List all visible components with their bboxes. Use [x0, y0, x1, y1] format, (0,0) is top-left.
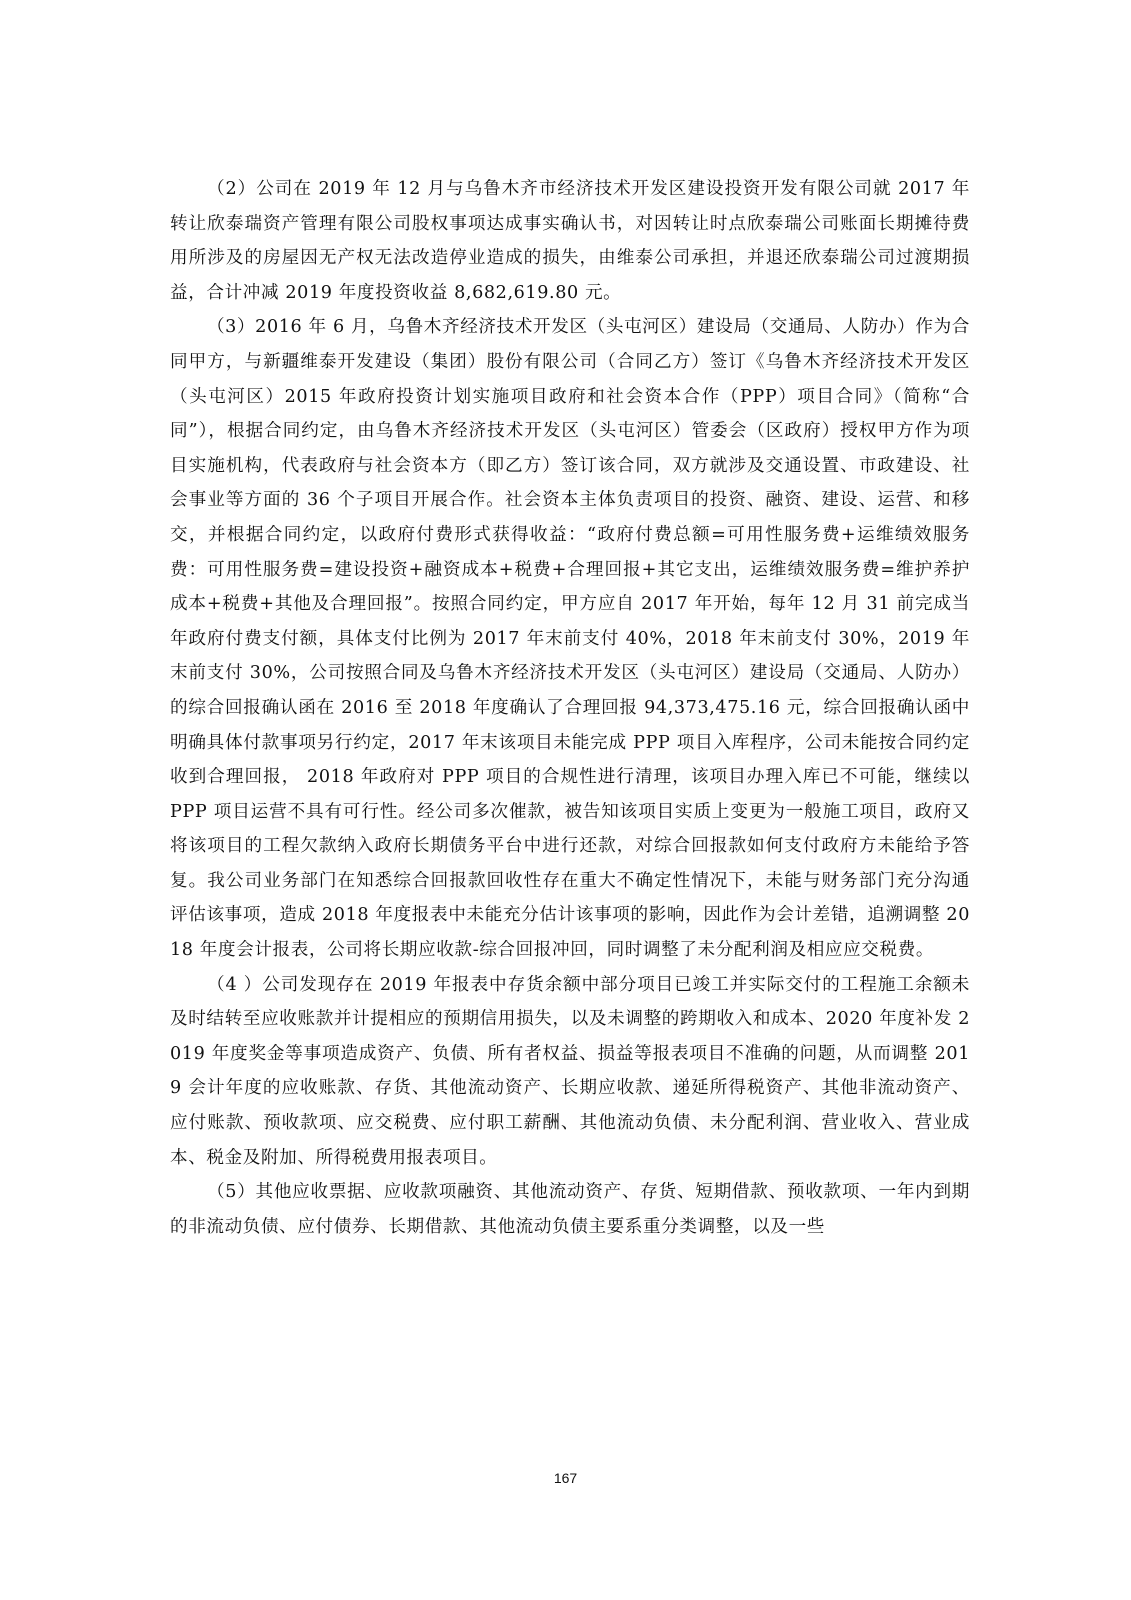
page-number: 167: [553, 1470, 578, 1486]
paragraph-item-2: （2）公司在 2019 年 12 月与乌鲁木齐市经济技术开发区建设投资开发有限公司就 2017 年转让欣泰瑞资产管理有限公司股权事项达成事实确认书，对因转让时点欣泰瑞公司账面长期摊待费用所涉及的房屋因无产权无法改造停业造成的损失，由维泰公司承担，并退还欣泰瑞公司过渡期损益，合计冲减 2019 年度投资收益 8,682,619.80 元。: [170, 179, 970, 303]
paragraph-item-5: （5）其他应收票据、应收款项融资、其他流动资产、存货、短期借款、预收款项、一年内到期的非流动负债、应付债券、长期借款、其他流动负债主要系重分类调整，以及一些: [170, 1182, 970, 1237]
paragraph-item-3: （3）2016 年 6 月，乌鲁木齐经济技术开发区（头屯河区）建设局（交通局、人防办）作为合同甲方，与新疆维泰开发建设（集团）股份有限公司（合同乙方）签订《乌鲁木齐经济技术开发区（头屯河区）2015 年政府投资计划实施项目政府和社会资本合作（PPP）项目合同》（简称“合同”），根据合同约定，由乌鲁木齐经济技术开发区（头屯河区）管委会（区政府）授权甲方作为项目实施机构，代表政府与社会资本方（即乙方）签订该合同，双方就涉及交通设置、市政建设、社会事业等方面的 36 个子项目开展合作。社会资本主体负责项目的投资、融资、建设、运营、和移交，并根据合同约定，以政府付费形式获得收益：“政府付费总额=可用性服务费+运维绩效服务费：可用性服务费=建设投资+融资成本+税费+合理回报+其它支出，运维绩效服务费=维护养护成本+税费+其他及合理回报”。按照合同约定，甲方应自 2017 年开始，每年 12 月 31 前完成当年政府付费支付额，具体支付比例为 2017 年末前支付 40%，2018 年末前支付 30%，2019 年末前支付 30%，公司按照合同及乌鲁木齐经济技术开发区（头屯河区）建设局（交通局、人防办）的综合回报确认函在 2016 至 2018 年度确认了合理回报 94,373,475.16 元，综合回报确认函中明确具体付款事项另行约定，2017 年末该项目未能完成 PPP 项目入库程序，公司未能按合同约定收到合理回报， 2018 年政府对 PPP 项目的合规性进行清理，该项目办理入库已不可能，继续以 PPP 项目运营不具有可行性。经公司多次催款，被告知该项目实质上变更为一般施工项目，政府又将该项目的工程欠款纳入政府长期债务平台中进行还款，对综合回报款如何支付政府方未能给予答复。我公司业务部门在知悉综合回报款回收性存在重大不确定性情况下，未能与财务部门充分沟通评估该事项，造成 2018 年度报表中未能充分估计该事项的影响，因此作为会计差错，追溯调整 2018 年度会计报表，公司将长期应收款-综合回报冲回，同时调整了未分配利润及相应应交税费。: [170, 317, 970, 961]
paragraph-item-4: （4 ）公司发现存在 2019 年报表中存货余额中部分项目已竣工并实际交付的工程施工余额未及时结转至应收账款并计提相应的预期信用损失，以及未调整的跨期收入和成本、2020 年度补发 2019 年度奖金等事项造成资产、负债、所有者权益、损益等报表项目不准确的问题，从而调整 2019 会计年度的应收账款、存货、其他流动资产、长期应收款、递延所得税资产、其他非流动资产、应付账款、预收款项、应交税费、应付职工薪酬、其他流动负债、未分配利润、营业收入、营业成本、税金及附加、所得税费用报表项目。: [170, 974, 970, 1168]
body-text: [170, 172, 970, 1244]
